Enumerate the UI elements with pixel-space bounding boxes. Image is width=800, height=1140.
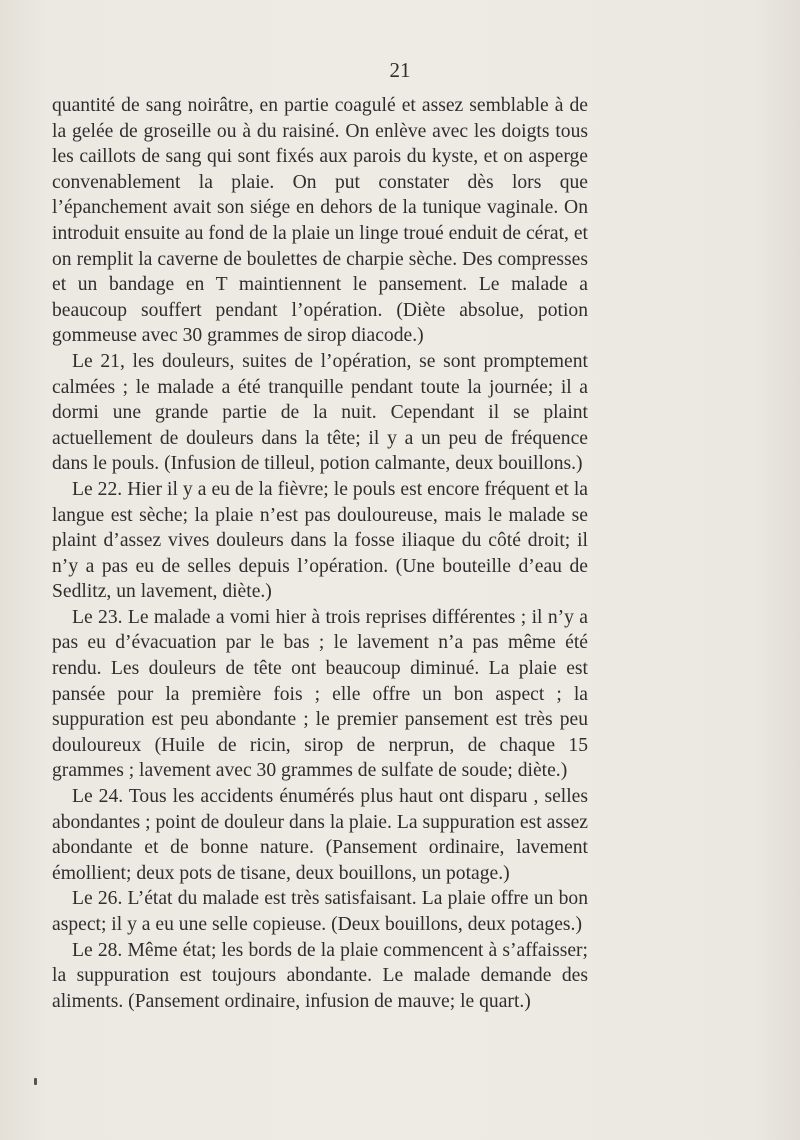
paragraph-continuation: quantité de sang noirâtre, en partie coagulé et assez semblable à de la gelée de groseille ou à du raisiné. On enlève avec les doigts tous les caillots de sang qui sont fixés aux parois du kyste, et on asperge convenablement la plaie. On put constater dès lors que l’épanchement avait son siége en dehors de la tunique vaginale. On introduit ensuite au fond de la plaie un linge troué enduit de cérat, et on remplit la caverne de boulettes de charpie sèche. Des compresses et un bandage en T maintiennent le pansement. Le malade a beaucoup souffert pendant l’opération. (Diète absolue, potion gommeuse avec 30 grammes de sirop diacode.): [52, 95, 588, 347]
paragraph-le-28: Le 28. Même état; les bords de la plaie commencent à s’affaisser; la suppuration est toujours abondante. Le malade demande des aliments. (Pansement ordinaire, infusion de mauve; le quart.): [52, 939, 588, 1012]
body-text: [52, 93, 588, 1014]
paragraph-le-21: Le 21, les douleurs, suites de l’opération, se sont promptement calmées ; le malade a été tranquille pendant toute la journée; il a dormi une grande partie de la nuit. Cependant il se plaint actuellement de douleurs dans la tête; il y a un peu de fréquence dans le pouls. (Infusion de tilleul, potion calmante, deux bouillons.): [52, 350, 588, 475]
paragraph-le-24: Le 24. Tous les accidents énumérés plus haut ont disparu , selles abondantes ; point de douleur dans la plaie. La suppuration est assez abondante et de bonne nature. (Pansement ordinaire, lavement émollient; deux pots de tisane, deux bouillons, un potage.): [52, 786, 588, 884]
paragraph-le-22: Le 22. Hier il y a eu de la fièvre; le pouls est encore fréquent et la langue est sèche; la plaie n’est pas douloureuse, mais le malade se plaint d’assez vives douleurs dans la fosse iliaque du côté droit; il n’y a pas eu de selles depuis l’opération. (Une bouteille d’eau de Sedlitz, un lavement, diète.): [52, 478, 588, 603]
page-number: 21: [389, 58, 411, 82]
paragraph-le-23: Le 23. Le malade a vomi hier à trois reprises différentes ; il n’y a pas eu d’évacuation par le bas ; le lavement n’a pas même été rendu. Les douleurs de tête ont beaucoup diminué. La plaie est pansée pour la première fois ; elle offre un bon aspect ; la suppuration est peu abondante ; le premier pansement est très peu douloureux (Huile de ricin, sirop de nerprun, de chaque 15 grammes ; lavement avec 30 grammes de sulfate de soude; diète.): [52, 606, 588, 782]
ink-speck: [34, 1078, 37, 1085]
paragraph-le-26: Le 26. L’état du malade est très satisfaisant. La plaie offre un bon aspect; il y a eu une selle copieuse. (Deux bouillons, deux potages.): [52, 888, 588, 935]
